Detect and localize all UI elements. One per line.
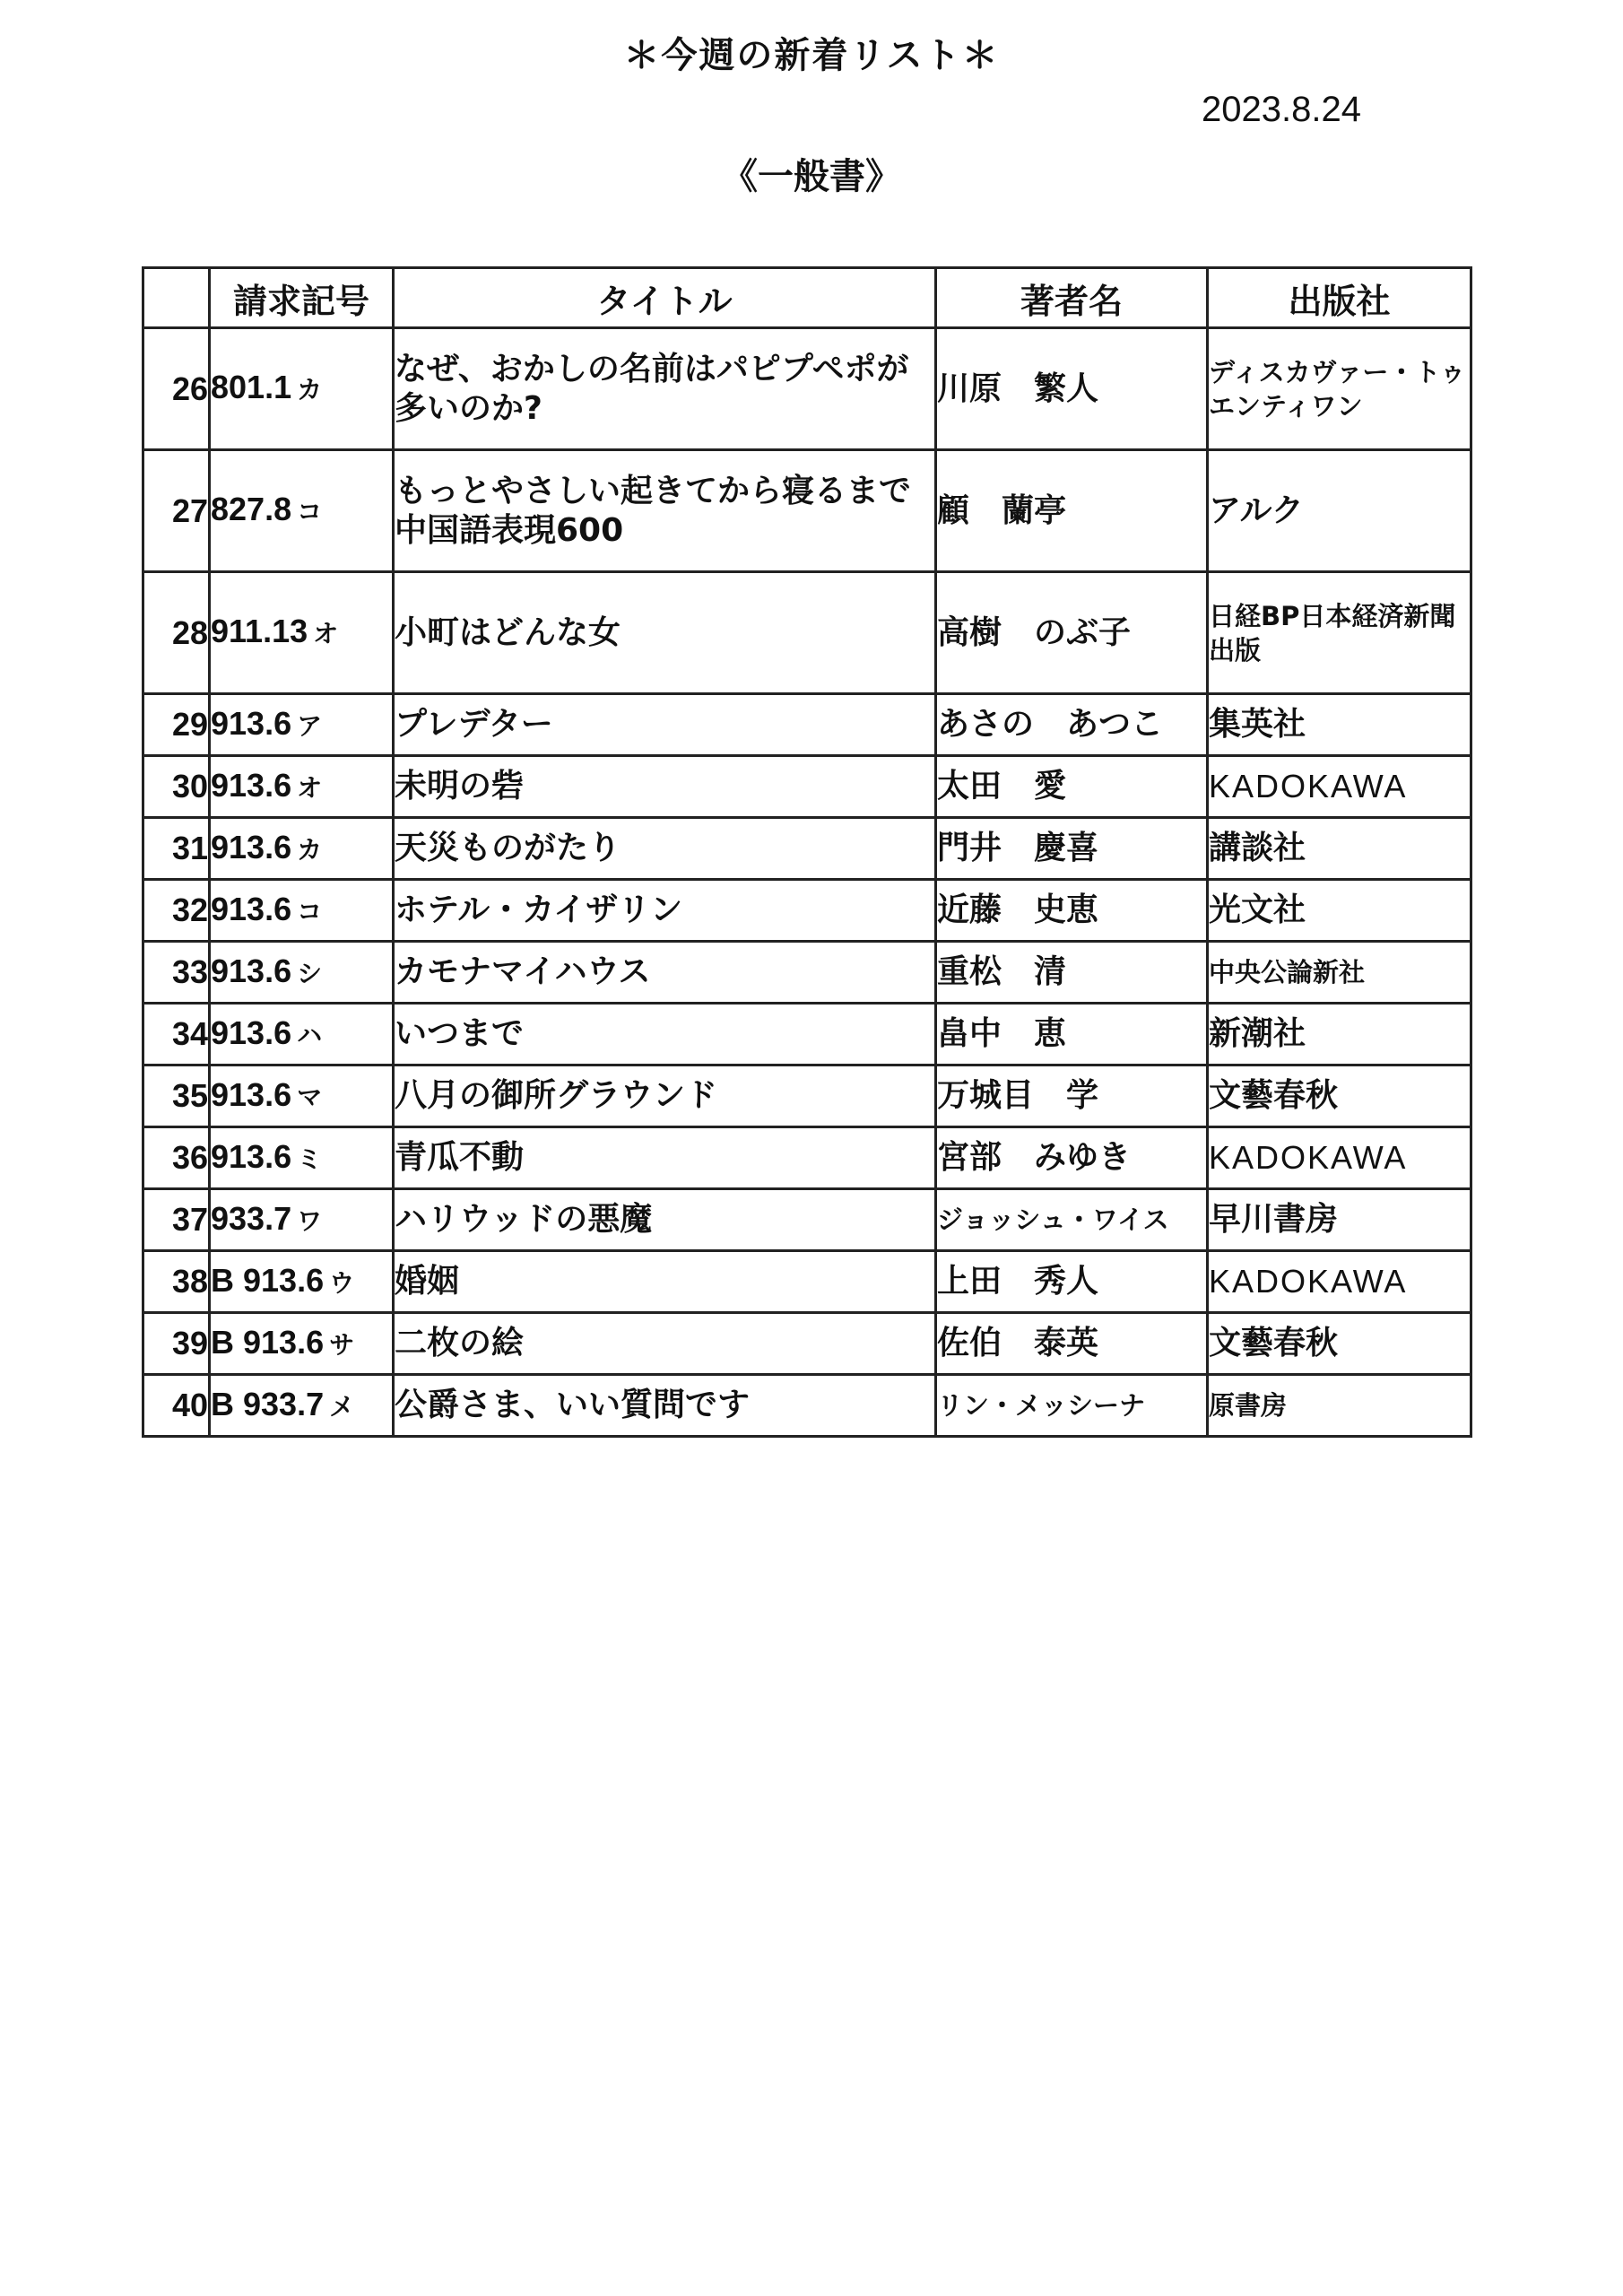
table-row — [143, 1065, 1471, 1127]
call-number — [210, 880, 394, 942]
call-number — [210, 1189, 394, 1251]
book-title: 天災ものがたり — [394, 818, 936, 880]
call-number — [210, 1251, 394, 1313]
book-title: プレデター — [394, 694, 936, 756]
book-author: 川原 繁人 — [936, 328, 1208, 450]
call-number — [210, 694, 394, 756]
row-number: 29 — [143, 694, 210, 756]
book-publisher: アルク — [1208, 450, 1471, 572]
row-number: 36 — [143, 1127, 210, 1189]
table-row — [143, 572, 1471, 694]
row-number: 37 — [143, 1189, 210, 1251]
call-number-kana: コ — [297, 497, 323, 526]
row-number: 26 — [143, 328, 210, 450]
call-number — [210, 756, 394, 818]
call-number — [210, 942, 394, 1004]
book-publisher: 早川書房 — [1208, 1189, 1471, 1251]
book-title: 未明の砦 — [394, 756, 936, 818]
book-title: 公爵さま、いい質問です — [394, 1375, 936, 1437]
call-number — [210, 1004, 394, 1065]
book-publisher: 新潮社 — [1208, 1004, 1471, 1065]
book-author: ジョッシュ・ワイス — [936, 1189, 1208, 1251]
row-number: 38 — [143, 1251, 210, 1313]
book-author: 重松 清 — [936, 942, 1208, 1004]
call-number — [210, 1065, 394, 1127]
book-author: 近藤 史恵 — [936, 880, 1208, 942]
book-publisher: 集英社 — [1208, 694, 1471, 756]
column-header-publisher: 出版社 — [1208, 268, 1471, 328]
call-number-class: 913.6 — [211, 828, 292, 865]
call-number-kana: オ — [297, 772, 323, 803]
table-row — [143, 328, 1471, 450]
row-number: 40 — [143, 1375, 210, 1437]
call-number-kana: オ — [313, 619, 339, 648]
call-number-kana: カ — [297, 375, 323, 404]
call-number-kana: カ — [297, 834, 323, 865]
book-publisher: 講談社 — [1208, 818, 1471, 880]
book-publisher: ディスカヴァー・トゥエンティワン — [1208, 328, 1471, 450]
call-number-kana: ア — [297, 710, 323, 741]
call-number-kana: マ — [297, 1082, 323, 1112]
book-title: 小町はどんな女 — [394, 572, 936, 694]
row-number: 27 — [143, 450, 210, 572]
call-number-kana: サ — [329, 1329, 355, 1360]
new-books-table — [142, 266, 1472, 1438]
book-title: いつまで — [394, 1004, 936, 1065]
book-title: 二枚の絵 — [394, 1313, 936, 1375]
row-number: 35 — [143, 1065, 210, 1127]
table-row — [143, 694, 1471, 756]
book-publisher: 光文社 — [1208, 880, 1471, 942]
page-title: ＊今週の新着リスト＊ — [623, 35, 1000, 76]
book-author: 上田 秀人 — [936, 1251, 1208, 1313]
book-author: あさの あつこ — [936, 694, 1208, 756]
row-number: 34 — [143, 1004, 210, 1065]
call-number-class: 827.8 — [211, 491, 292, 527]
call-number-class: 913.6 — [211, 952, 292, 989]
call-number-class: 913.6 — [211, 890, 292, 927]
table-row — [143, 1375, 1471, 1437]
call-number-class: B 933.7 — [211, 1385, 325, 1422]
row-number: 39 — [143, 1313, 210, 1375]
call-number-kana: ワ — [297, 1205, 323, 1236]
table-row — [143, 1004, 1471, 1065]
book-author: 太田 愛 — [936, 756, 1208, 818]
table-row — [143, 1127, 1471, 1189]
book-title: ハリウッドの悪魔 — [394, 1189, 936, 1251]
row-number: 32 — [143, 880, 210, 942]
column-header-author: 著者名 — [936, 268, 1208, 328]
call-number-class: 801.1 — [211, 369, 292, 405]
book-title: ホテル・カイザリン — [394, 880, 936, 942]
table-row — [143, 1313, 1471, 1375]
table-row — [143, 818, 1471, 880]
book-author: 万城目 学 — [936, 1065, 1208, 1127]
table-row — [143, 450, 1471, 572]
book-publisher: KADOKAWA — [1208, 756, 1471, 818]
book-title: 青瓜不動 — [394, 1127, 936, 1189]
book-publisher: 文藝春秋 — [1208, 1313, 1471, 1375]
book-publisher: KADOKAWA — [1208, 1251, 1471, 1313]
call-number-class: 913.6 — [211, 1137, 292, 1175]
call-number — [210, 818, 394, 880]
book-author: 高樹 のぶ子 — [936, 572, 1208, 694]
call-number — [210, 450, 394, 572]
call-number — [210, 1313, 394, 1375]
book-author: 畠中 恵 — [936, 1004, 1208, 1065]
call-number-kana: ミ — [297, 1144, 323, 1174]
table-row — [143, 756, 1471, 818]
call-number-class: 911.13 — [211, 613, 308, 649]
section-heading: 《一般書》 — [722, 156, 901, 197]
call-number-class: 913.6 — [211, 1013, 292, 1051]
call-number-class: B 913.6 — [211, 1323, 325, 1361]
book-title: なぜ、おかしの名前はパピプペポが多いのか? — [394, 328, 936, 450]
call-number-class: 933.7 — [211, 1199, 292, 1237]
call-number-class: 913.6 — [211, 1075, 292, 1113]
book-title: もっとやさしい起きてから寝るまで中国語表現600 — [394, 450, 936, 572]
row-number: 33 — [143, 942, 210, 1004]
book-author: 宮部 みゆき — [936, 1127, 1208, 1189]
book-title: カモナマイハウス — [394, 942, 936, 1004]
row-number: 30 — [143, 756, 210, 818]
call-number-kana: コ — [297, 896, 323, 926]
call-number-kana: メ — [329, 1391, 355, 1422]
call-number-kana: ハ — [297, 1020, 323, 1050]
call-number — [210, 572, 394, 694]
book-publisher: 原書房 — [1208, 1375, 1471, 1437]
book-publisher: 日経BP日本経済新聞出版 — [1208, 572, 1471, 694]
row-number: 31 — [143, 818, 210, 880]
call-number-kana: ウ — [329, 1267, 355, 1298]
table-row — [143, 1189, 1471, 1251]
column-header-title: タイトル — [394, 268, 936, 328]
book-author: リン・メッシーナ — [936, 1375, 1208, 1437]
book-author: 佐伯 泰英 — [936, 1313, 1208, 1375]
call-number-class: 913.6 — [211, 766, 292, 804]
call-number-kana: シ — [297, 958, 323, 988]
book-publisher: 文藝春秋 — [1208, 1065, 1471, 1127]
book-title: 八月の御所グラウンド — [394, 1065, 936, 1127]
call-number — [210, 1127, 394, 1189]
table-row — [143, 1251, 1471, 1313]
table-row — [143, 942, 1471, 1004]
book-author: 門井 慶喜 — [936, 818, 1208, 880]
list-date: 2023.8.24 — [1202, 90, 1361, 129]
call-number-class: B 913.6 — [211, 1261, 325, 1299]
call-number-class: 913.6 — [211, 704, 292, 742]
call-number — [210, 328, 394, 450]
book-title: 婚姻 — [394, 1251, 936, 1313]
column-header-call-number: 請求記号 — [210, 268, 394, 328]
book-publisher: KADOKAWA — [1208, 1127, 1471, 1189]
book-publisher: 中央公論新社 — [1208, 942, 1471, 1004]
table-header-row — [143, 268, 1471, 328]
book-author: 顧 蘭亭 — [936, 450, 1208, 572]
row-number: 28 — [143, 572, 210, 694]
call-number — [210, 1375, 394, 1437]
column-header-number — [143, 268, 210, 328]
table-row — [143, 880, 1471, 942]
